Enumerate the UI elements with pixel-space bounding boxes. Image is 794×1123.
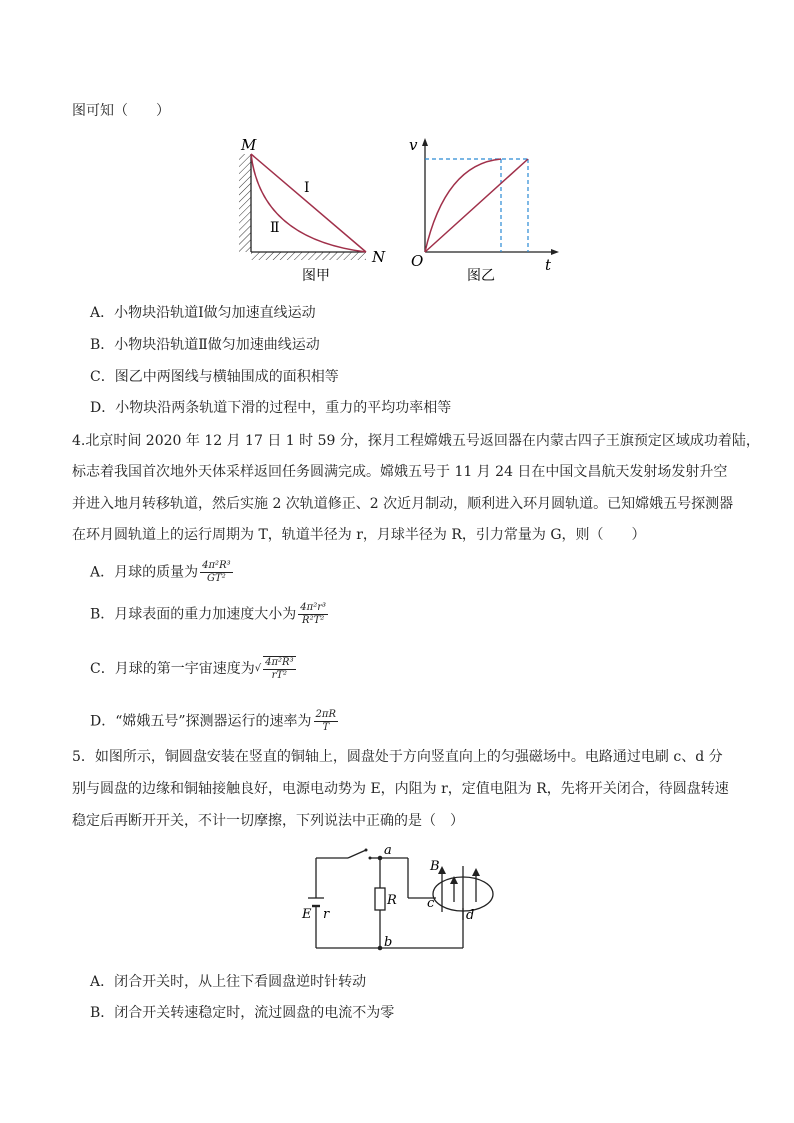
q4-option-c: C．月球的第一宇宙速度为√ $\frac{\text{4π²R³}}{\text{rT²}}$ <box>90 657 294 681</box>
label-M: M <box>241 136 257 154</box>
q5-stem-line-2: 别与圆盘的边缘和铜轴接触良好，电源电动势为 E，内阻为 r，定值电阻为 R，先将开关闭合，待圆盘转速 <box>72 781 729 797</box>
q3-option-d: D．小物块沿两条轨道下滑的过程中，重力的平均功率相等 <box>90 400 452 416</box>
q4-option-b: B．月球表面的重力加速度大小为 $\frac{\text{4π²r³}}{\text{R²T²}}$ <box>90 602 327 626</box>
caption-yi: 图乙 <box>467 268 495 284</box>
q3-option-a: A．小物块沿轨道Ⅰ做匀加速直线运动 <box>90 305 316 321</box>
q4-option-a: A．月球的质量为 $\frac{\text{4π²R³}}{\text{GT²}}$ <box>90 560 231 584</box>
q4-option-d: D．“嫦娥五号”探测器运行的速率为 $\frac{2\pi R}{T}$ <box>90 709 337 733</box>
circuit-figure <box>296 840 506 960</box>
q4-stem-line-4: 在环月圆轨道上的运行周期为 T，轨道半径为 r，月球半径为 R，引力常量为 G，则（ ） <box>72 527 646 543</box>
q3-option-c: C．图乙中两图线与横轴围成的面积相等 <box>90 369 339 385</box>
label-E: E <box>302 907 312 922</box>
label-I: Ⅰ <box>304 180 310 196</box>
label-B: B <box>430 859 440 874</box>
label-II: Ⅱ <box>270 220 280 236</box>
q5-option-b: B．闭合开关转速稳定时，流过圆盘的电流不为零 <box>90 1005 395 1021</box>
label-t: t <box>545 256 552 274</box>
figure-jia <box>236 134 392 286</box>
label-c: c <box>427 896 435 911</box>
label-v: v <box>409 136 418 154</box>
label-b: b <box>384 935 393 950</box>
label-d: d <box>466 908 475 923</box>
q5-stem-line-1: 5．如图所示，铜圆盘安装在竖直的铜轴上，圆盘处于方向竖直向上的匀强磁场中。电路通过电刷 c、d 分 <box>72 749 723 765</box>
label-a: a <box>384 843 392 858</box>
q4-stem-line-1: 4.北京时间 2020 年 12 月 17 日 1 时 59 分，探月工程嫦娥五号返回器在内蒙古四子王旗预定区域成功着陆， <box>72 433 760 449</box>
caption-jia: 图甲 <box>302 268 330 284</box>
q4-stem-line-3: 并进入地月转移轨道，然后实施 2 次轨道修正、2 次近月制动，顺利进入环月圆轨道。已知嫦娥五号探测器 <box>72 496 734 512</box>
figure-yi <box>405 134 565 286</box>
label-R: R <box>387 893 397 908</box>
label-O: O <box>411 252 424 270</box>
q4-stem-line-2: 标志着我国首次地外天体采样返回任务圆满完成。嫦娥五号于 11 月 24 日在中国文昌航天发射场发射升空 <box>72 464 728 480</box>
q5-stem-line-3: 稳定后再断开开关，不计一切摩擦，下列说法中正确的是（ ） <box>72 813 464 829</box>
curve-II <box>425 159 501 252</box>
q5-option-a: A．闭合开关时，从上往下看圆盘逆时针转动 <box>90 974 367 990</box>
label-N: N <box>372 248 386 266</box>
q3-option-b: B．小物块沿轨道Ⅱ做匀加速曲线运动 <box>90 337 320 353</box>
q3-stem-tail: 图可知（ ） <box>72 103 170 119</box>
label-r: r <box>323 907 330 922</box>
